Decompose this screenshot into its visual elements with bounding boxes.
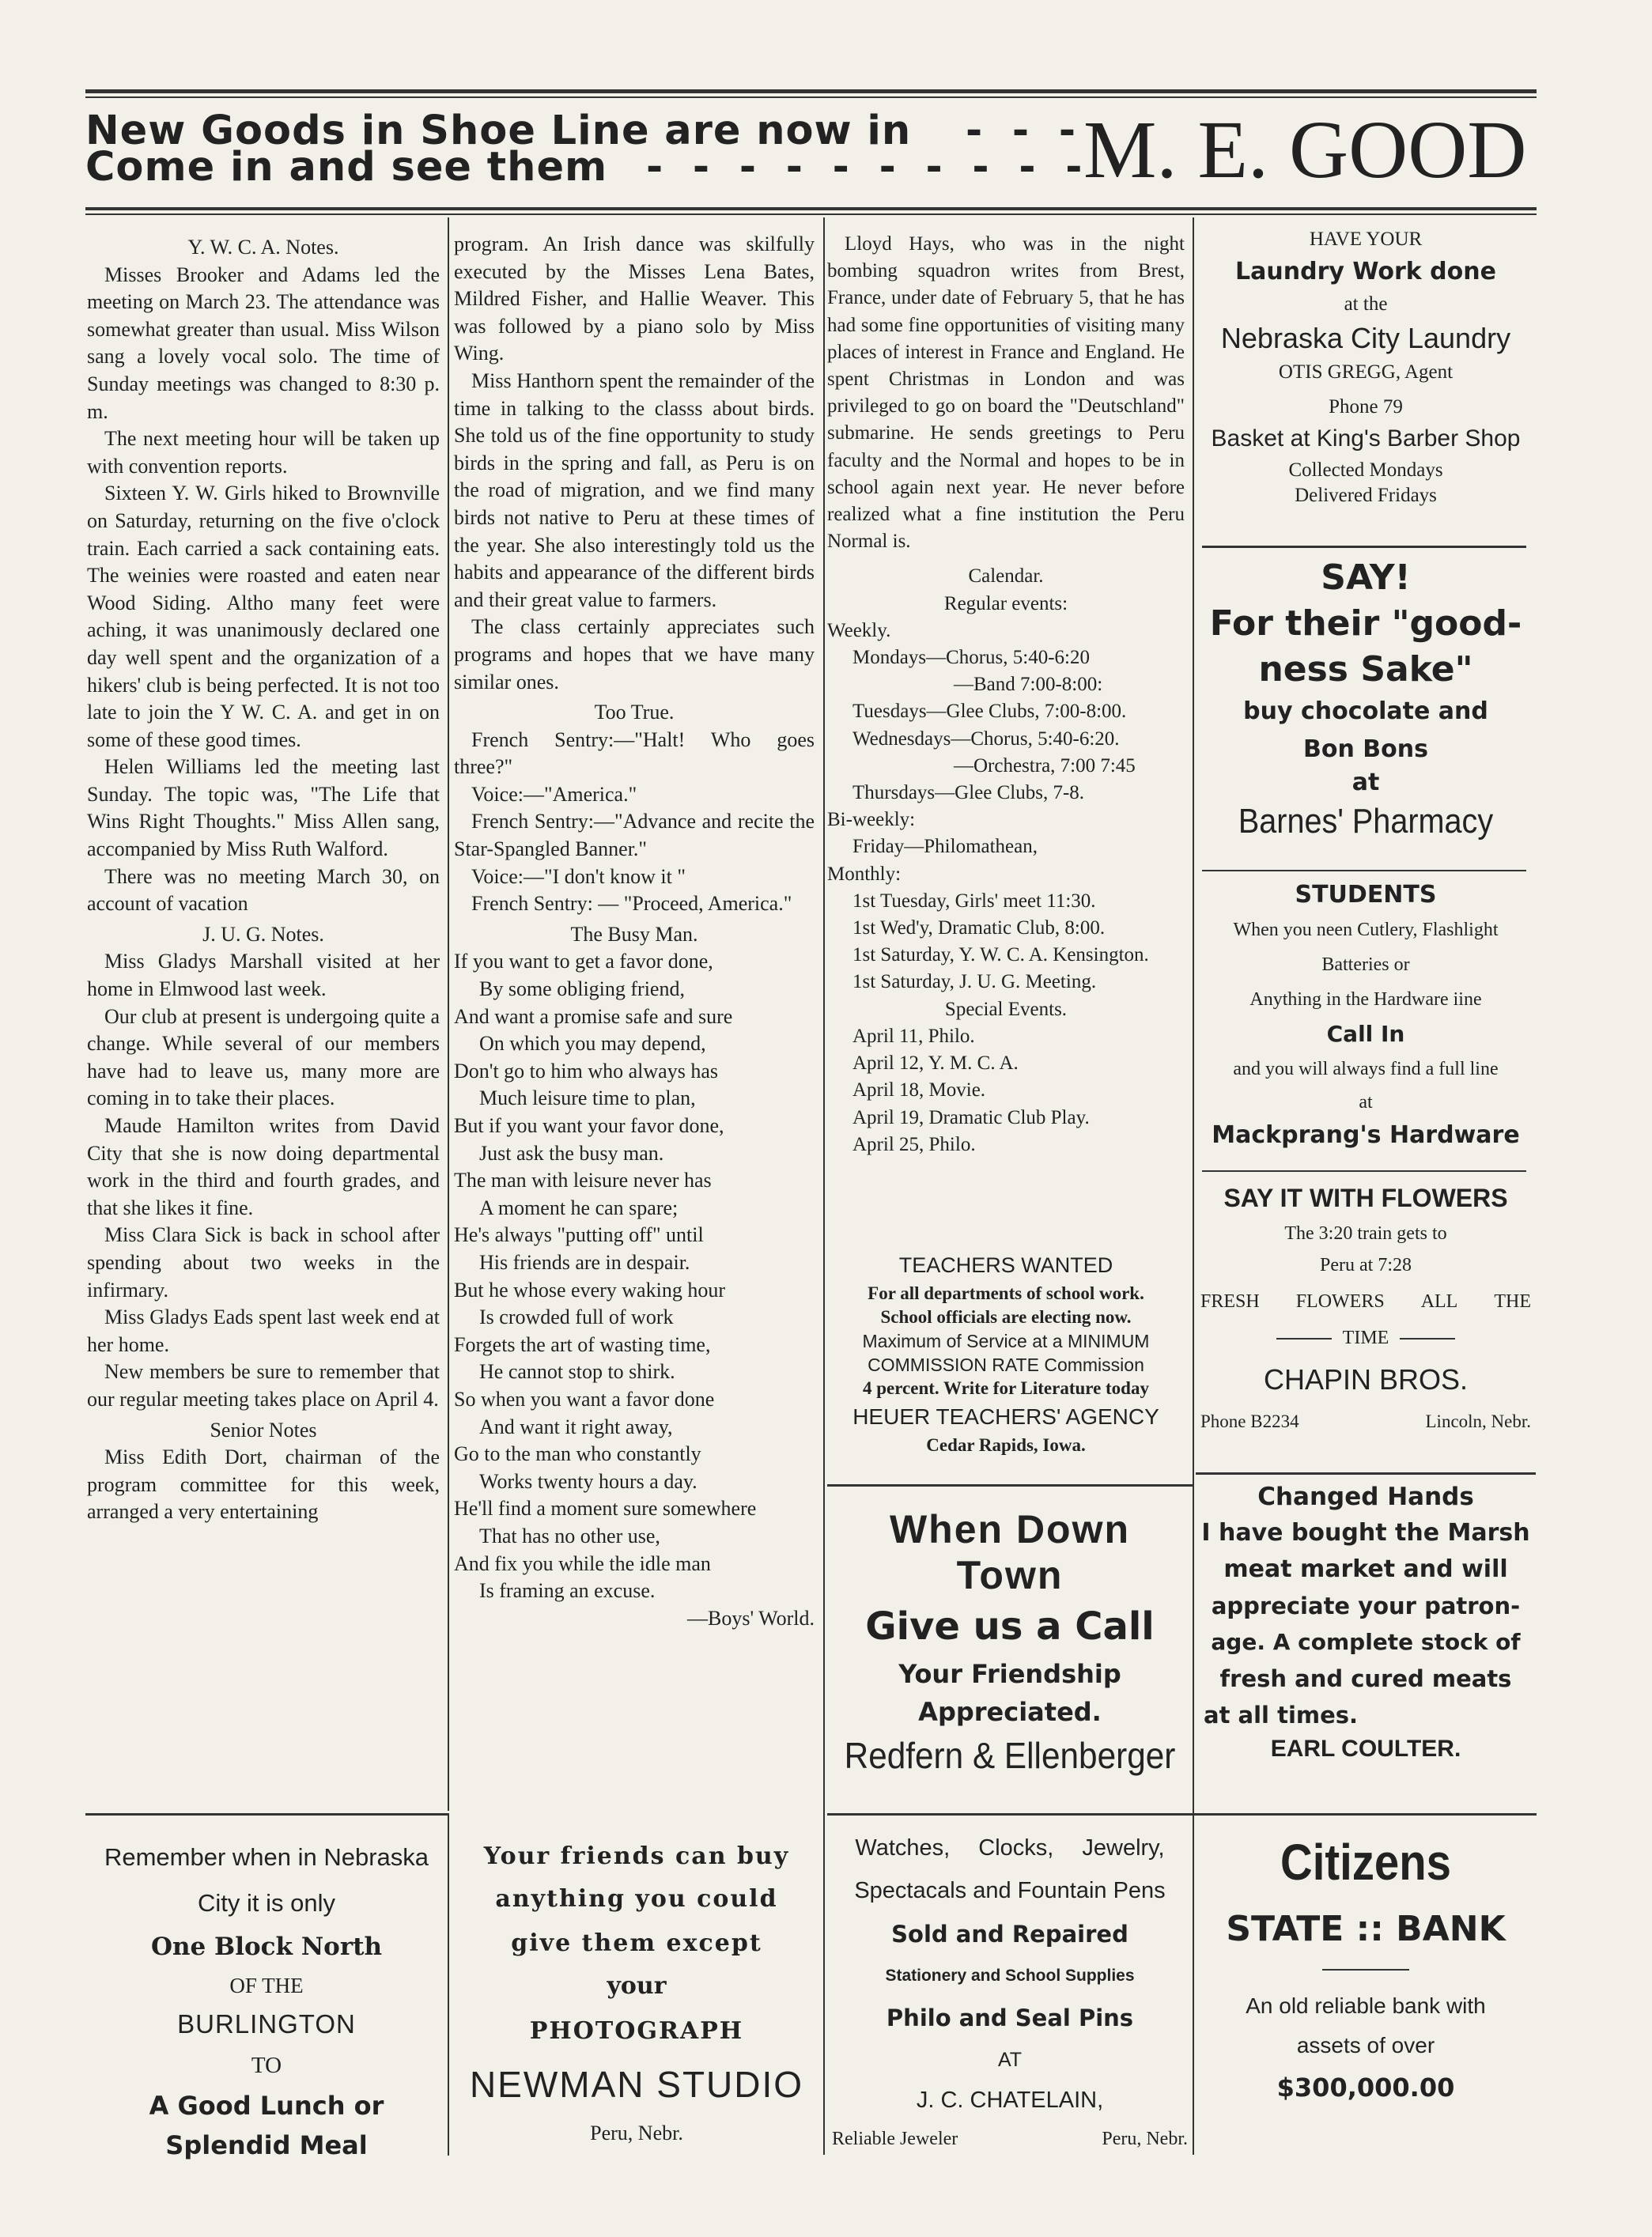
shoe-ad-text1: New Goods in Shoe Line are now in xyxy=(85,108,912,154)
poem-line: Forgets the art of wasting time, xyxy=(454,1332,711,1356)
calendar-item: Mondays—Chorus, 5:40-6:20 xyxy=(852,647,1090,669)
laundry-line: Nebraska City Laundry xyxy=(1220,322,1511,354)
photo-line: PHOTOGRAPH xyxy=(529,2017,744,2045)
jeweler-ad xyxy=(827,1827,1193,2157)
teachers-heading: TEACHERS WANTED xyxy=(898,1253,1113,1277)
poem-line: And fix you while the idle man xyxy=(454,1551,711,1575)
bottom-row-rule-right xyxy=(827,1813,1537,1816)
flowers-time: TIME xyxy=(1342,1328,1389,1348)
laundry-line: Laundry Work done xyxy=(1235,258,1496,285)
ywca-paragraph: There was no meeting March 30, on account of vacation xyxy=(87,864,440,916)
jug-paragraph: Miss Clara Sick is back in school after spending about two weeks in the infirmary. xyxy=(87,1223,440,1302)
changed-line: fresh and cured meats xyxy=(1219,1665,1512,1692)
senior-continued: program. An Irish dance was skilfully executed by the Misses Lena Bates, Mildred Fisher, and Hallie Weaver. This was followed by a piano solo by Miss Wing. xyxy=(454,232,815,365)
jeweler-line: Watches, Clocks, Jewelry, xyxy=(855,1835,1165,1861)
calendar-item: 1st Saturday, J. U. G. Meeting. xyxy=(852,971,1097,993)
teachers-line: Maximum of Service at a MINIMUM xyxy=(862,1331,1150,1351)
too-true-line: French Sentry:—"Halt! Who goes three?" xyxy=(454,727,815,779)
changed-hands-ad xyxy=(1196,1479,1536,1765)
laundry-rule xyxy=(1202,546,1526,548)
poem-line: Works twenty hours a day. xyxy=(479,1469,697,1493)
jug-paragraph: Maude Hamilton writes from David City that she is now doing departmental work in the third and fourth grades, and that she likes it fine. xyxy=(87,1114,440,1219)
bank-line: Citizens xyxy=(1280,1834,1451,1891)
jeweler-line: Sold and Repaired xyxy=(891,1921,1128,1948)
poem-line: Is crowded full of work xyxy=(479,1306,674,1329)
lunch-line: OF THE xyxy=(229,1974,304,1997)
redfern-line: Give us a Call xyxy=(865,1604,1155,1649)
header-bottom-rule xyxy=(85,207,1537,210)
flowers-line: The 3:20 train gets to xyxy=(1284,1223,1447,1244)
hardware-line: and you will always find a full line xyxy=(1233,1059,1499,1079)
laundry-line: at the xyxy=(1344,293,1388,315)
flowers-time-row xyxy=(1196,1322,1536,1354)
changed-line: age. A complete stock of xyxy=(1211,1629,1521,1655)
changed-line: appreciate your patron- xyxy=(1211,1593,1521,1619)
poem-line: If you want to get a favor done, xyxy=(454,950,713,973)
flowers-ad xyxy=(1196,1178,1536,1438)
jeweler-tagline: Reliable Jeweler xyxy=(832,2129,958,2149)
poem-line: Go to the man who constantly xyxy=(454,1442,701,1466)
photo-line: anything you could xyxy=(495,1885,778,1913)
bank-ornament xyxy=(1322,1969,1409,1971)
laundry-ad xyxy=(1196,225,1536,507)
redfern-line: Your Friendship xyxy=(898,1659,1121,1689)
column-2 xyxy=(454,231,815,1632)
laundry-line: Basket at King's Barber Shop xyxy=(1211,425,1521,452)
lunch-line: BURLINGTON xyxy=(177,2009,356,2039)
time-dash-left xyxy=(1276,1338,1332,1340)
flowers-city: Lincoln, Nebr. xyxy=(1425,1411,1531,1431)
hardware-line: When you neen Cutlery, Flashlight xyxy=(1233,920,1499,940)
bottom-row-rule-left xyxy=(85,1813,449,1816)
poem-line: On which you may depend, xyxy=(479,1032,706,1056)
poem-credit: —Boys' World. xyxy=(686,1606,815,1630)
teachers-line: 4 percent. Write for Literature today xyxy=(863,1378,1149,1398)
flowers-phone: Phone B2234 xyxy=(1200,1411,1299,1431)
busy-man-poem xyxy=(454,948,815,1604)
lunch-line: Remember when in Nebraska xyxy=(104,1843,429,1871)
photo-line: your xyxy=(607,1972,667,2000)
lunch-line: City it is only xyxy=(198,1889,335,1917)
flowers-word: ALL xyxy=(1420,1291,1458,1312)
pharmacy-line: SAY! xyxy=(1321,557,1411,598)
bank-line: assets of over xyxy=(1296,2033,1435,2058)
redfern-ad xyxy=(827,1506,1193,1780)
shoe-ad-line2 xyxy=(85,144,1090,191)
bank-line: STATE :: BANK xyxy=(1226,1909,1506,1949)
poem-line: That has no other use, xyxy=(479,1524,660,1547)
calendar-item: April 12, Y. M. C. A. xyxy=(852,1052,1019,1075)
poem-line: He's always "putting off" until xyxy=(454,1223,704,1247)
calendar-item: Wednesdays—Chorus, 5:40-6:20. xyxy=(852,727,1120,750)
pharmacy-line: Barnes' Pharmacy xyxy=(1238,802,1494,841)
ywca-heading: Y. W. C. A. Notes. xyxy=(187,236,339,259)
too-true-line: French Sentry: — "Proceed, America." xyxy=(471,892,792,916)
bank-ad xyxy=(1196,1827,1536,2110)
flowers-footer-row xyxy=(1196,1406,1536,1438)
ywca-paragraph: Misses Brooker and Adams led the meeting on March 23. The attendance was somewhat greater than usual. Miss Wilson sang a lovely vocal solo. The time of Sunday meetings was changed to 8:30 p. m. xyxy=(87,263,440,423)
teachers-location: Cedar Rapids, Iowa. xyxy=(926,1435,1086,1455)
calendar-item: Friday—Philomathean, xyxy=(852,836,1038,858)
calendar-item: April 25, Philo. xyxy=(852,1133,976,1155)
photo-line: Your friends can buy xyxy=(483,1842,790,1870)
shoe-ad-text2: Come in and see them xyxy=(85,144,608,191)
shoe-ad-dots2: - - - - - - - - - - xyxy=(645,144,1091,191)
flowers-heading: SAY IT WITH FLOWERS xyxy=(1223,1184,1508,1212)
pharmacy-line: at xyxy=(1351,769,1380,796)
hardware-line: Call In xyxy=(1326,1021,1405,1047)
jug-heading: J. U. G. Notes. xyxy=(202,922,324,946)
laundry-line: Phone 79 xyxy=(1329,396,1403,418)
jug-paragraph: Miss Gladys Marshall visited at her home in Elmwood last week. xyxy=(87,950,440,1001)
special-events-label: Special Events. xyxy=(944,998,1068,1020)
teachers-wanted-ad xyxy=(827,1253,1185,1457)
lunch-line: One Block North xyxy=(150,1933,383,1961)
jeweler-footer xyxy=(827,2121,1193,2157)
lunch-line: A Good Lunch or xyxy=(149,2091,384,2121)
laundry-line: OTIS GREGG, Agent xyxy=(1278,361,1454,383)
poem-line: And want a promise safe and sure xyxy=(454,1004,733,1028)
poem-line: Don't go to him who always has xyxy=(454,1059,718,1083)
busy-man-heading: The Busy Man. xyxy=(570,922,698,946)
poem-line: And want it right away, xyxy=(479,1415,673,1438)
calendar-item: April 18, Movie. xyxy=(852,1079,986,1101)
poem-line: He'll find a moment sure somewhere xyxy=(454,1497,757,1521)
biweekly-label: Bi-weekly: xyxy=(827,809,916,831)
pharmacy-rule xyxy=(1202,870,1526,871)
hardware-line: Anything in the Hardware iine xyxy=(1249,989,1482,1010)
lunch-ad xyxy=(85,1835,448,2165)
calendar-item: 1st Wed'y, Dramatic Club, 8:00. xyxy=(852,917,1106,939)
top-rule-thin xyxy=(85,96,1537,98)
poem-line: The man with leisure never has xyxy=(454,1169,712,1192)
jeweler-line: AT xyxy=(997,2049,1023,2071)
calendar-heading: Calendar. xyxy=(968,565,1044,588)
changed-line: at all times. xyxy=(1204,1702,1359,1729)
pharmacy-line: Bon Bons xyxy=(1303,735,1428,763)
header-bottom-rule2 xyxy=(85,213,1537,215)
teachers-line: COMMISSION RATE Commission xyxy=(868,1355,1144,1375)
ywca-paragraph: The next meeting hour will be taken up with convention reports. xyxy=(87,427,440,478)
jeweler-city: Peru, Nebr. xyxy=(1102,2129,1188,2149)
col-rule-1 xyxy=(448,217,449,1811)
laundry-line: Delivered Fridays xyxy=(1295,485,1437,506)
calendar-item: —Band 7:00-8:00: xyxy=(954,674,1103,696)
senior-heading: Senior Notes xyxy=(210,1418,317,1442)
hardware-line: STUDENTS xyxy=(1295,881,1437,909)
col-rule-2 xyxy=(823,217,825,2155)
poem-line: By some obliging friend, xyxy=(479,977,685,1001)
monthly-label: Monthly: xyxy=(827,863,902,885)
laundry-line: HAVE YOUR xyxy=(1309,229,1423,250)
too-true-line: French Sentry:—"Advance and recite the Star-Spangled Banner." xyxy=(454,810,815,861)
poem-line: He cannot stop to shirk. xyxy=(479,1360,675,1384)
poem-line: So when you want a favor done xyxy=(454,1387,715,1411)
flowers-word: FRESH xyxy=(1200,1291,1260,1312)
ywca-paragraph: Sixteen Y. W. Girls hiked to Brownville on Saturday, returning on the five o'clock train. Each carried a sack containing eats. The weinies were roasted and eaten near Wood Siding. Altho many feet were aching, it was unanimously declared one day well spent and the organization of a hikers' club is being perfected. It is not too late to join the Y W. C. A. and get in on some of these good times. xyxy=(87,482,440,751)
jeweler-line: Spectacals and Fountain Pens xyxy=(854,1878,1166,1903)
shoe-ad-dots1: - - - xyxy=(965,108,1083,154)
time-dash-right xyxy=(1400,1338,1455,1340)
calendar-item: Tuesdays—Glee Clubs, 7:00-8:00. xyxy=(852,701,1127,723)
pharmacy-line: ness Sake" xyxy=(1258,649,1473,690)
hardware-ad xyxy=(1196,878,1536,1153)
flowers-rule xyxy=(1196,1472,1536,1475)
bottom-row-rule-col1 xyxy=(448,1816,449,2156)
too-true-line: Voice:—"America." xyxy=(471,782,637,806)
poem-line: Is framing an excuse. xyxy=(479,1579,656,1603)
teachers-line: School officials are electing now. xyxy=(880,1307,1132,1327)
pharmacy-ad xyxy=(1196,555,1536,846)
photo-line: Peru, Nebr. xyxy=(590,2122,683,2144)
hardware-line: Batteries or xyxy=(1321,954,1410,975)
hays-paragraph: Lloyd Hays, who was in the night bombing squadron writes from Brest, France, under date of February 5, that he has had some fine opportunities of visiting many places of interest in France and England. He spent Christmas in London and was privileged to go on board the "Deutschland" submarine. He sends greetings to Peru faculty and the Normal and hopes to be in school again next year. He never before realized what a fine institution the Peru Normal is. xyxy=(827,233,1185,553)
laundry-line: Collected Mondays xyxy=(1288,459,1443,481)
calendar-item: —Orchestra, 7:00 7:45 xyxy=(954,754,1136,777)
calendar-item: April 11, Philo. xyxy=(852,1025,975,1047)
bank-line: $300,000.00 xyxy=(1276,2073,1455,2103)
hardware-line: Mackprang's Hardware xyxy=(1212,1121,1520,1149)
calendar-item: 1st Saturday, Y. W. C. A. Kensington. xyxy=(852,944,1149,966)
senior-paragraph: Miss Hanthorn spent the remainder of the time in talking to the classs about birds. She told us of the fine opportunity to study birds in the spring and fall, as Peru is on the road of migration, and we find many birds not native to Peru at these times of the year. She also interestingly told us the habits and appearance of the different birds and their great value to farmers. xyxy=(454,368,815,611)
flowers-line: Peru at 7:28 xyxy=(1320,1255,1412,1275)
calendar-item: April 19, Dramatic Club Play. xyxy=(852,1106,1090,1128)
poem-line: Just ask the busy man. xyxy=(479,1141,664,1165)
flowers-word: FLOWERS xyxy=(1295,1291,1385,1312)
lunch-line: TO xyxy=(251,2053,282,2078)
poem-line: A moment he can spare; xyxy=(479,1196,679,1219)
top-rule-thick xyxy=(85,89,1537,93)
calendar-item: 1st Tuesday, Girls' meet 11:30. xyxy=(852,890,1096,912)
col-rule-3 xyxy=(1193,217,1194,2155)
changed-line: I have bought the Marsh xyxy=(1201,1519,1530,1547)
jeweler-line: Philo and Seal Pins xyxy=(886,2005,1134,2031)
column-3 xyxy=(827,231,1185,1158)
photo-line: NEWMAN STUDIO xyxy=(469,2064,804,2105)
poem-line: Much leisure time to plan, xyxy=(479,1086,696,1110)
poem-line: But he whose every waking hour xyxy=(454,1278,725,1302)
poem-line: His friends are in despair. xyxy=(479,1250,690,1274)
hardware-line: at xyxy=(1359,1092,1373,1113)
flowers-business: CHAPIN BROS. xyxy=(1263,1363,1469,1396)
redfern-line: When Down xyxy=(889,1507,1131,1551)
jeweler-line: Stationery and School Supplies xyxy=(885,1967,1135,1985)
redfern-line: Appreciated. xyxy=(918,1697,1102,1727)
senior-paragraph: Miss Edith Dort, chairman of the program committee for this week, arranged a very entertaining xyxy=(87,1445,440,1524)
jug-paragraph: Miss Gladys Eads spent last week end at her home. xyxy=(87,1306,440,1356)
weekly-label: Weekly. xyxy=(827,619,891,641)
hardware-rule xyxy=(1202,1170,1526,1172)
too-true-heading: Too True. xyxy=(594,701,675,724)
bank-line: An old reliable bank with xyxy=(1246,1993,1486,2018)
photo-ad xyxy=(451,1836,822,2154)
changed-line: Changed Hands xyxy=(1257,1483,1474,1511)
calendar-item: Thursdays—Glee Clubs, 7-8. xyxy=(852,782,1085,804)
regular-events: Regular events: xyxy=(943,592,1068,614)
senior-paragraph: The class certainly appreciates such programs and hopes that we have many similar ones. xyxy=(454,615,815,693)
column-1 xyxy=(87,231,440,1526)
teachers-redfern-rule xyxy=(827,1484,1193,1487)
too-true-line: Voice:—"I don't know it " xyxy=(471,864,686,888)
jug-paragraph: New members be sure to remember that our regular meeting takes place on April 4. xyxy=(87,1360,440,1411)
pharmacy-line: buy chocolate and xyxy=(1243,697,1488,725)
redfern-line: Redfern & Ellenberger xyxy=(844,1735,1176,1776)
photo-line: give them except xyxy=(511,1929,762,1957)
jeweler-line: J. C. CHATELAIN, xyxy=(916,2088,1104,2113)
flowers-word: THE xyxy=(1494,1291,1531,1312)
teachers-line: For all departments of school work. xyxy=(868,1283,1144,1303)
merchant-name: M. E. GOOD xyxy=(1083,104,1527,195)
poem-line: But if you want your favor done, xyxy=(454,1114,724,1137)
flowers-fresh-row xyxy=(1196,1286,1536,1317)
ywca-paragraph: Helen Williams led the meeting last Sunday. The topic was, "The Life that Wins Right Thoughts." Miss Allen sang, accompanied by Miss Ruth Walford. xyxy=(87,755,440,861)
changed-line: meat market and will xyxy=(1223,1555,1508,1583)
changed-line: EARL COULTER. xyxy=(1270,1736,1461,1762)
teachers-agency: HEUER TEACHERS' AGENCY xyxy=(852,1404,1159,1429)
redfern-line: Town xyxy=(956,1553,1064,1597)
lunch-line: Splendid Meal xyxy=(165,2130,368,2160)
pharmacy-line: For their "good- xyxy=(1209,603,1522,644)
jug-paragraph: Our club at present is undergoing quite a change. While several of our members have had to leave us, many more are coming in to take their places. xyxy=(87,1004,440,1110)
